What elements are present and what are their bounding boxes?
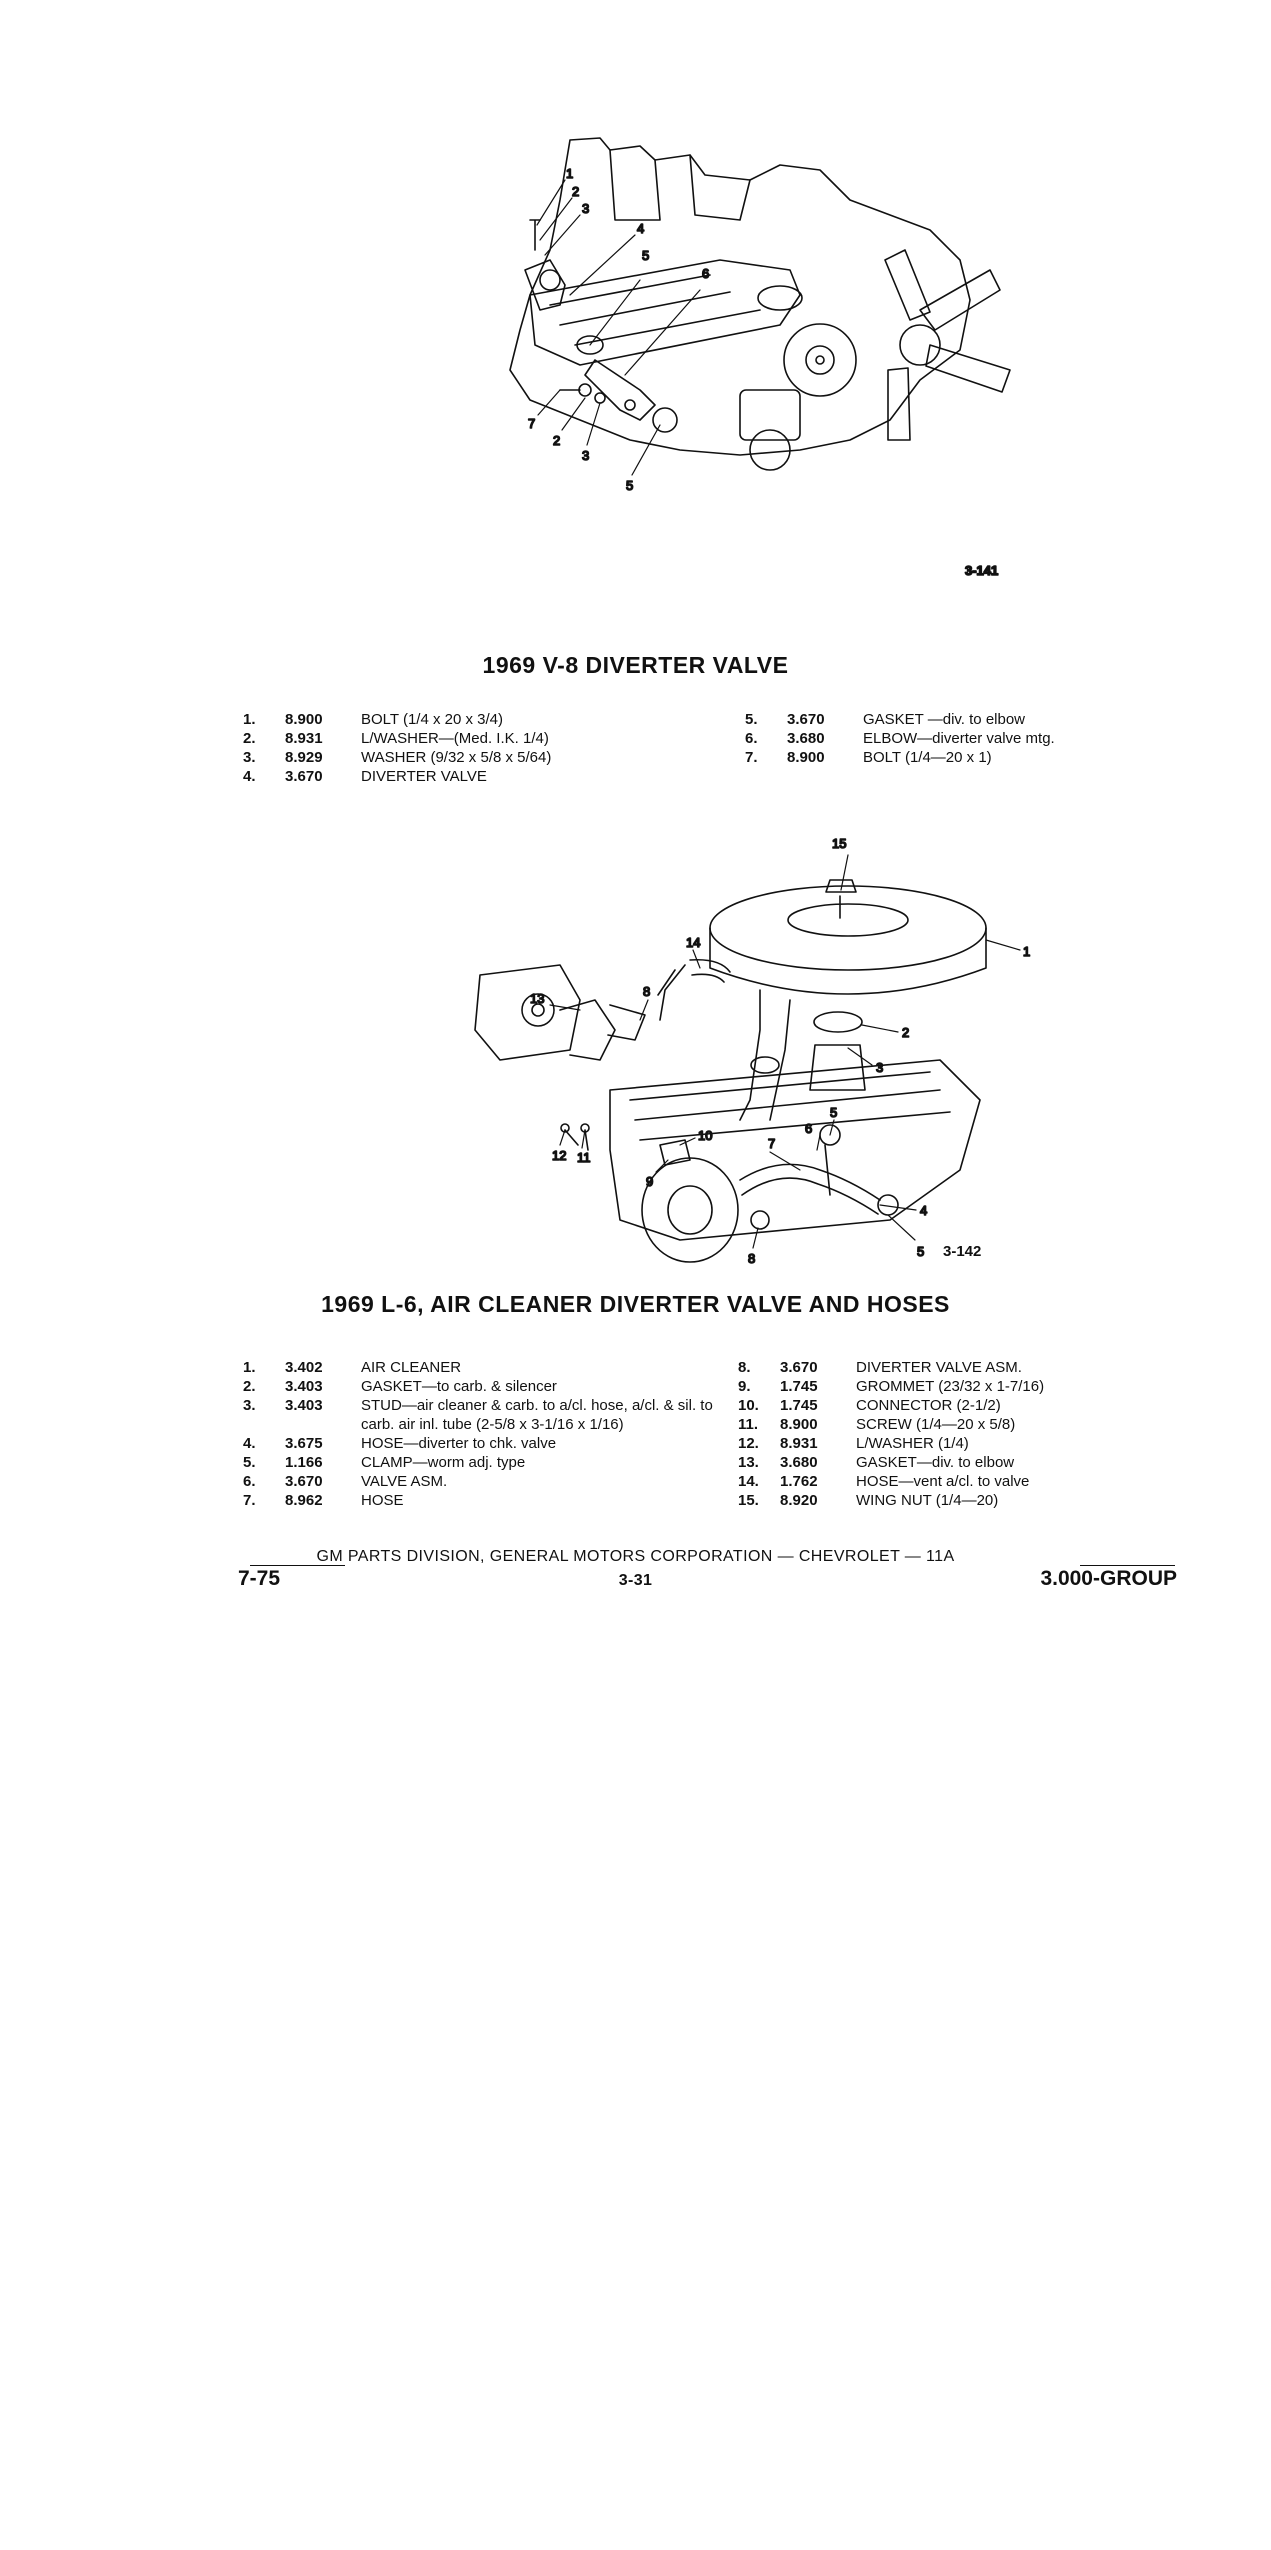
fig1-callout: 3 — [582, 448, 590, 463]
parts-row: 4. 3.675 HOSE—diverter to chk. valve — [243, 1435, 557, 1452]
fig1-callout: 4 — [637, 221, 645, 236]
parts-row: 7. 8.962 HOSE — [243, 1492, 404, 1509]
parts-row: 12. 8.931 L/WASHER (1/4) — [738, 1435, 969, 1452]
fig1-callout: 3 — [582, 201, 590, 216]
parts-list-left — [243, 710, 551, 786]
v8-engine-illustration — [490, 120, 1050, 580]
parts-row: 14. 1.762 HOSE—vent a/cl. to valve — [738, 1473, 1030, 1490]
fig1-callout: 5 — [642, 248, 650, 263]
fig1-callout: 2 — [553, 433, 561, 448]
parts-list-right — [745, 710, 1055, 767]
fig2-callout: 5 — [830, 1105, 838, 1120]
fig2-callout: 12 — [552, 1148, 567, 1163]
parts-row: 2. 3.403 GASKET—to carb. & silencer — [243, 1378, 557, 1395]
parts-row: 3. 8.929 WASHER (9/32 x 5/8 x 5/64) — [243, 749, 552, 766]
parts-row: 4. 3.670 DIVERTER VALVE — [243, 768, 487, 785]
fig1-callout: 5 — [626, 478, 634, 493]
fig2-callout: 14 — [686, 935, 701, 950]
fig2-callout: 10 — [698, 1128, 713, 1143]
parts-list-right — [738, 1358, 1044, 1510]
fig2-callout: 4 — [920, 1203, 928, 1218]
footer-date: 7-75 — [238, 1567, 281, 1590]
parts-list-left — [243, 1358, 731, 1510]
parts-row: 6. 3.670 VALVE ASM. — [243, 1473, 448, 1490]
parts-row: 5. 1.166 CLAMP—worm adj. type — [243, 1454, 526, 1471]
fig2-callout: 11 — [577, 1150, 591, 1165]
figure-id: 3-142 — [943, 1243, 982, 1260]
footer-publisher: GM PARTS DIVISION, GENERAL MOTORS CORPORATION — CHEVROLET — 11A — [316, 1548, 955, 1565]
fig2-callout: 8 — [643, 984, 651, 999]
fig2-callout: 7 — [768, 1136, 776, 1151]
fig2-callout: 15 — [832, 836, 847, 851]
parts-row: 13. 3.680 GASKET—div. to elbow — [738, 1454, 1015, 1471]
parts-row: 9. 1.745 GROMMET (23/32 x 1-7/16) — [738, 1378, 1045, 1395]
fig2-callout: 9 — [646, 1174, 654, 1189]
parts-row: 1. 8.900 BOLT (1/4 x 20 x 3/4) — [243, 711, 504, 728]
footer-page-number: 3-31 — [618, 1572, 653, 1589]
fig1-callout: 7 — [528, 416, 536, 431]
parts-row: 1. 3.402 AIR CLEANER — [243, 1359, 462, 1376]
parts-row: 10. 1.745 CONNECTOR (2-1/2) — [738, 1397, 1001, 1414]
parts-row: 3. 3.403 STUD—air cleaner & carb. to a/cl. hose, a/cl. & sil. to carb. air inl. tube (2-5/8 x 3-1/16 x 1/16) — [243, 1397, 713, 1433]
l6-engine-illustration — [460, 800, 1031, 1270]
parts-row: 11. 8.900 SCREW (1/4—20 x 5/8) — [738, 1416, 1016, 1433]
parts-row: 5. 3.670 GASKET —div. to elbow — [745, 711, 1026, 728]
parts-row: 15. 8.920 WING NUT (1/4—20) — [738, 1492, 999, 1509]
parts-row: 7. 8.900 BOLT (1/4—20 x 1) — [745, 749, 992, 766]
fig2-callout: 6 — [805, 1121, 813, 1136]
fig2-callout: 5 — [917, 1244, 925, 1259]
section-title: 1969 L-6, AIR CLEANER DIVERTER VALVE AND HOSES — [321, 1291, 950, 1317]
fig1-callout: 2 — [572, 184, 580, 199]
section-title: 1969 V-8 DIVERTER VALVE — [482, 652, 789, 678]
fig2-callout: 3 — [876, 1060, 884, 1075]
fig1-callout: 1 — [566, 166, 574, 181]
fig2-callout: 1 — [1023, 944, 1031, 959]
parts-row: 6. 3.680 ELBOW—diverter valve mtg. — [745, 730, 1055, 747]
footer-group: 3.000-GROUP — [1040, 1567, 1177, 1590]
fig2-callout: 2 — [902, 1025, 910, 1040]
parts-row: 8. 3.670 DIVERTER VALVE ASM. — [738, 1359, 1022, 1376]
fig1-callout: 6 — [702, 266, 710, 281]
figure-id: 3-141 — [965, 563, 999, 578]
fig2-callout: 13 — [530, 991, 545, 1006]
fig2-callout: 8 — [748, 1251, 756, 1266]
parts-row: 2. 8.931 L/WASHER—(Med. I.K. 1/4) — [243, 730, 549, 747]
